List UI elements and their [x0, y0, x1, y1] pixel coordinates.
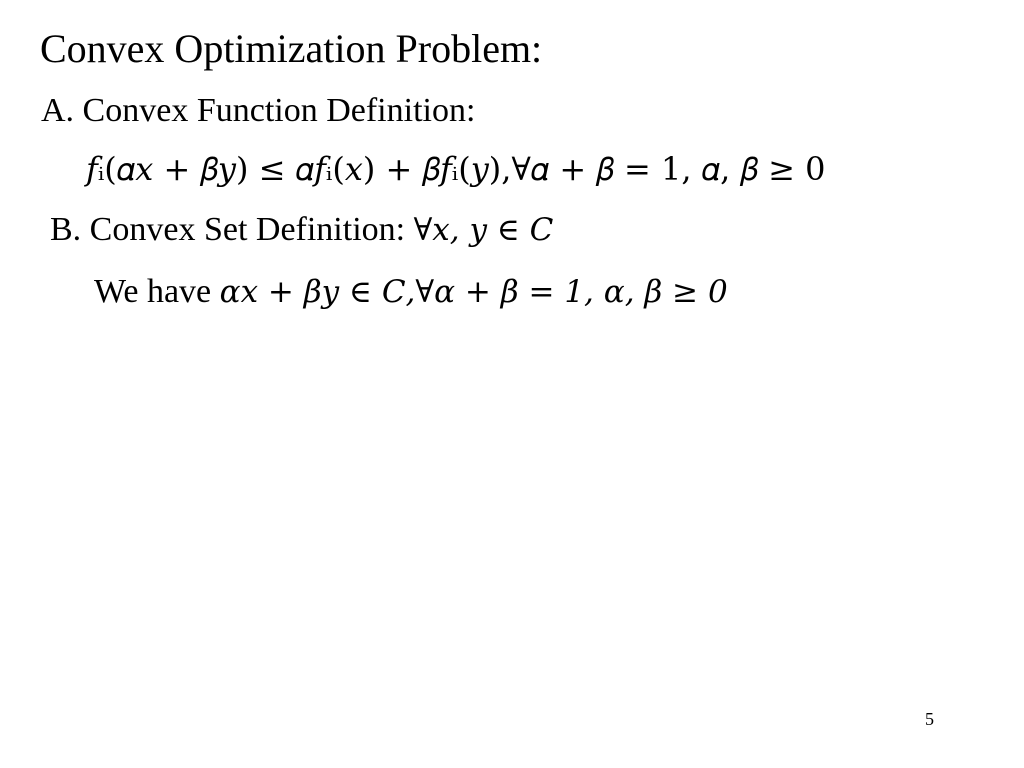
slide-title: Convex Optimization Problem: [40, 26, 543, 71]
convex-set-condition-text: We have [94, 273, 220, 310]
section-b-heading-math: ∀𝑥, 𝑦 ∈ 𝐶 [413, 212, 554, 248]
section-a-heading: A. Convex Function Definition: [41, 92, 476, 129]
section-b-heading [50, 210, 553, 250]
convex-set-condition-math: 𝛼𝑥 + 𝛽𝑦 ∈ 𝐶,∀𝛼 + 𝛽 = 1, 𝛼, 𝛽 ≥ 0 [219, 274, 728, 310]
page-number: 5 [925, 709, 934, 729]
section-b-heading-text: B. Convex Set Definition: [50, 211, 414, 248]
convex-function-formula: 𝑓ᵢ(𝛼𝑥 + 𝛽𝑦) ≤ 𝛼𝑓ᵢ(𝑥) + 𝛽𝑓ᵢ(𝑦),∀𝛼 + 𝛽 = 1, 𝛼, 𝛽 ≥ 0 [86, 150, 826, 188]
convex-set-condition [94, 271, 728, 313]
